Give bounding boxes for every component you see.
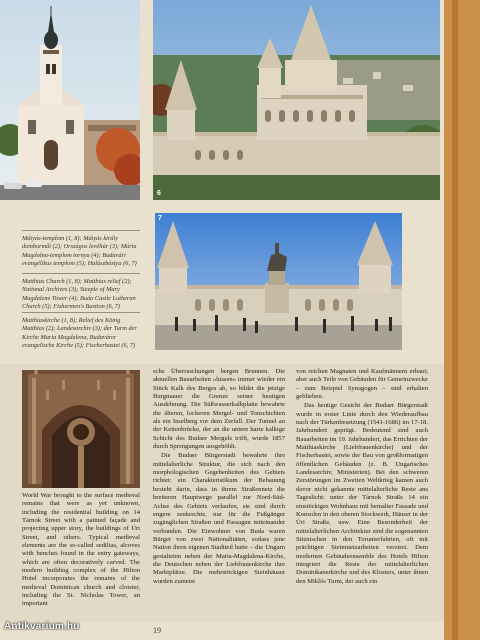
photo-fishermens-bastion-panorama [153,0,440,200]
caption-rule-top [22,230,140,231]
text-column-german-1 [153,368,285,586]
paragraph: Das heutige Gesicht der Budaer Bürgerstadt wurde in erster Linie durch den Wiederaufbau nach der Türkenbesetzung (1541-1686) im 17-18. Jahrhundert geprägt. Bedeutend sind auch Bauarbeiten im 19. Jahrhundert, das Errichten der Matthiaskirche (Liebfrauenkirche) und der Fischerbastei, sowie der Bau von großformatigen öffentlichen Gebäuden (z. B. Ungarisches Landesarchiv, Ministerien). Bei den schweren Zerstörungen im Zweiten Weltkrieg kamen auch davor nicht gekannte mittelalterliche Reste ans Tageslicht: unter der Tárnok Straße 14 ein einstöckiges Wohnhaus mit bemalter Fassade und Konsolen in den oberen Stockwerk, Häuser in der Úri Straße, usw. Eine Besonderheit der mittelalterlichen Architektur sind die sogenannten Sitznischen in den Torunterfahrten, oft mit prächtigen Steinmetzarbeiten verziert. Dem modernen Gebäudeensemble des Hotels Hilton integriert die Reste der mittelalterlichen Dominikanerkirche und des Klosters, unter ihnen den Miklós Turm, der auch ein [296,402,428,585]
text-column-english [22,492,140,609]
photo-number-6: 6 [157,190,161,197]
caption-rule-2 [22,312,140,313]
text-column-german-2 [296,368,428,586]
page-edge-shadow [452,0,458,640]
caption-rule-1 [22,273,140,274]
photo-bastion-equestrian-statue [155,213,402,350]
caption-german: Matthiaskirche (1, 8); Relief des König Matthias (2); Landesarchiv (3); der Turm der Kirche Maria Magdalena, Budavárer evangelische Kirche (5); Fischerbastei (6, 7) [22,317,137,349]
paragraph: von reichen Magnaten und Kaufmännern erbaut; aber auch Teile von Gebäuden für Gemeinzwecke – zum Beispiel Synagogen – sind erhalten geblieben. [296,368,428,401]
watermark-logo: Antikvarium.hu [4,621,80,632]
paragraph: World War brought to the surface medieval remains that were as yet unknown, including the residential building on 14 Tárnok Street with a painted façade and projecting upper story, the buildings of Úri Street, and others. Typical medieval elements are the so-called sedilias, alcoves with benches found in the entry gateways, which are often decoratively carved. The modern building complex of the Hilton Hotel incorporates the remains of the medieval Dominican church and cloister, including the St. Nicholas Tower, an important [22,492,140,608]
page-number: 19 [153,626,161,635]
paragraph: Die Budaer Bürgerstadt bewahrte ihre mittelalterliche Struktur, die sich nach den morphologischen Gegebenheiten des Gebiets richtet: ein Charakteristikum der Bebauung besteht darin, dass in ihrem Straßennetz die breiteren Hauptwege parallel zur Nord-Süd-Achse des Gebiets verlaufen, sie sind durch engere senkrechte, nur für die Fußgänger zugänglichen Straßen und Passagen miteinander verbunden. Die Einwohner von Buda waren Bürger von zwei Nationalitäten, sodass jene Nation ihren eigenen Stadtteil hatte – die Ungarn gestalteten neben der Maria-Magdalena-Kirche, die Deutschen neben der Liebfrauenkirche ihre Marktplätze. Die mehrstöckigen Steinhäuser wurden zumeist [153,452,285,585]
photo-church-steeple [0,0,140,200]
paragraph: sche Überraschungen bergen Brunnen. Die aktuellen Bauarbeiten »hissen« immer wieder ein Stück Kalk des Berges ab, so bildet die jetzige Burgmauer die Grenze seiner heutigen Ausdehnung. Die Süßwasserkalkplatte bewahrte die älteren, lockeren Mergel- und Tonschichten als ein Inselberg vor dem Zerfall. Der Tunnel an der Kettenbrücke, der an die untere harte kalkige Schicht des Budaer Mergels trifft, wurde 1857 durch Sprengungen ausgehöhlt. [153,368,285,451]
photo-gothic-window-detail [22,370,140,488]
page-edge-strip [444,0,480,640]
photo-number-7: 7 [158,215,162,222]
caption-hungarian: Mátyás-templom (1, 8); Mátyás király domborműi (2); Országos levéltár (3); Mária Magdolna-templom tornya (4); Budavári evangélikus templom (5); Halászbástya (6, 7) [22,235,137,267]
caption-english: Matthias Church (1, 8); Matthias relief (2); National Archives (3); Steeple of Mary Magdalene Tower (4); Buda Castle Lutheran Church (5); Fishermen's Bastion (6, 7) [22,278,136,310]
